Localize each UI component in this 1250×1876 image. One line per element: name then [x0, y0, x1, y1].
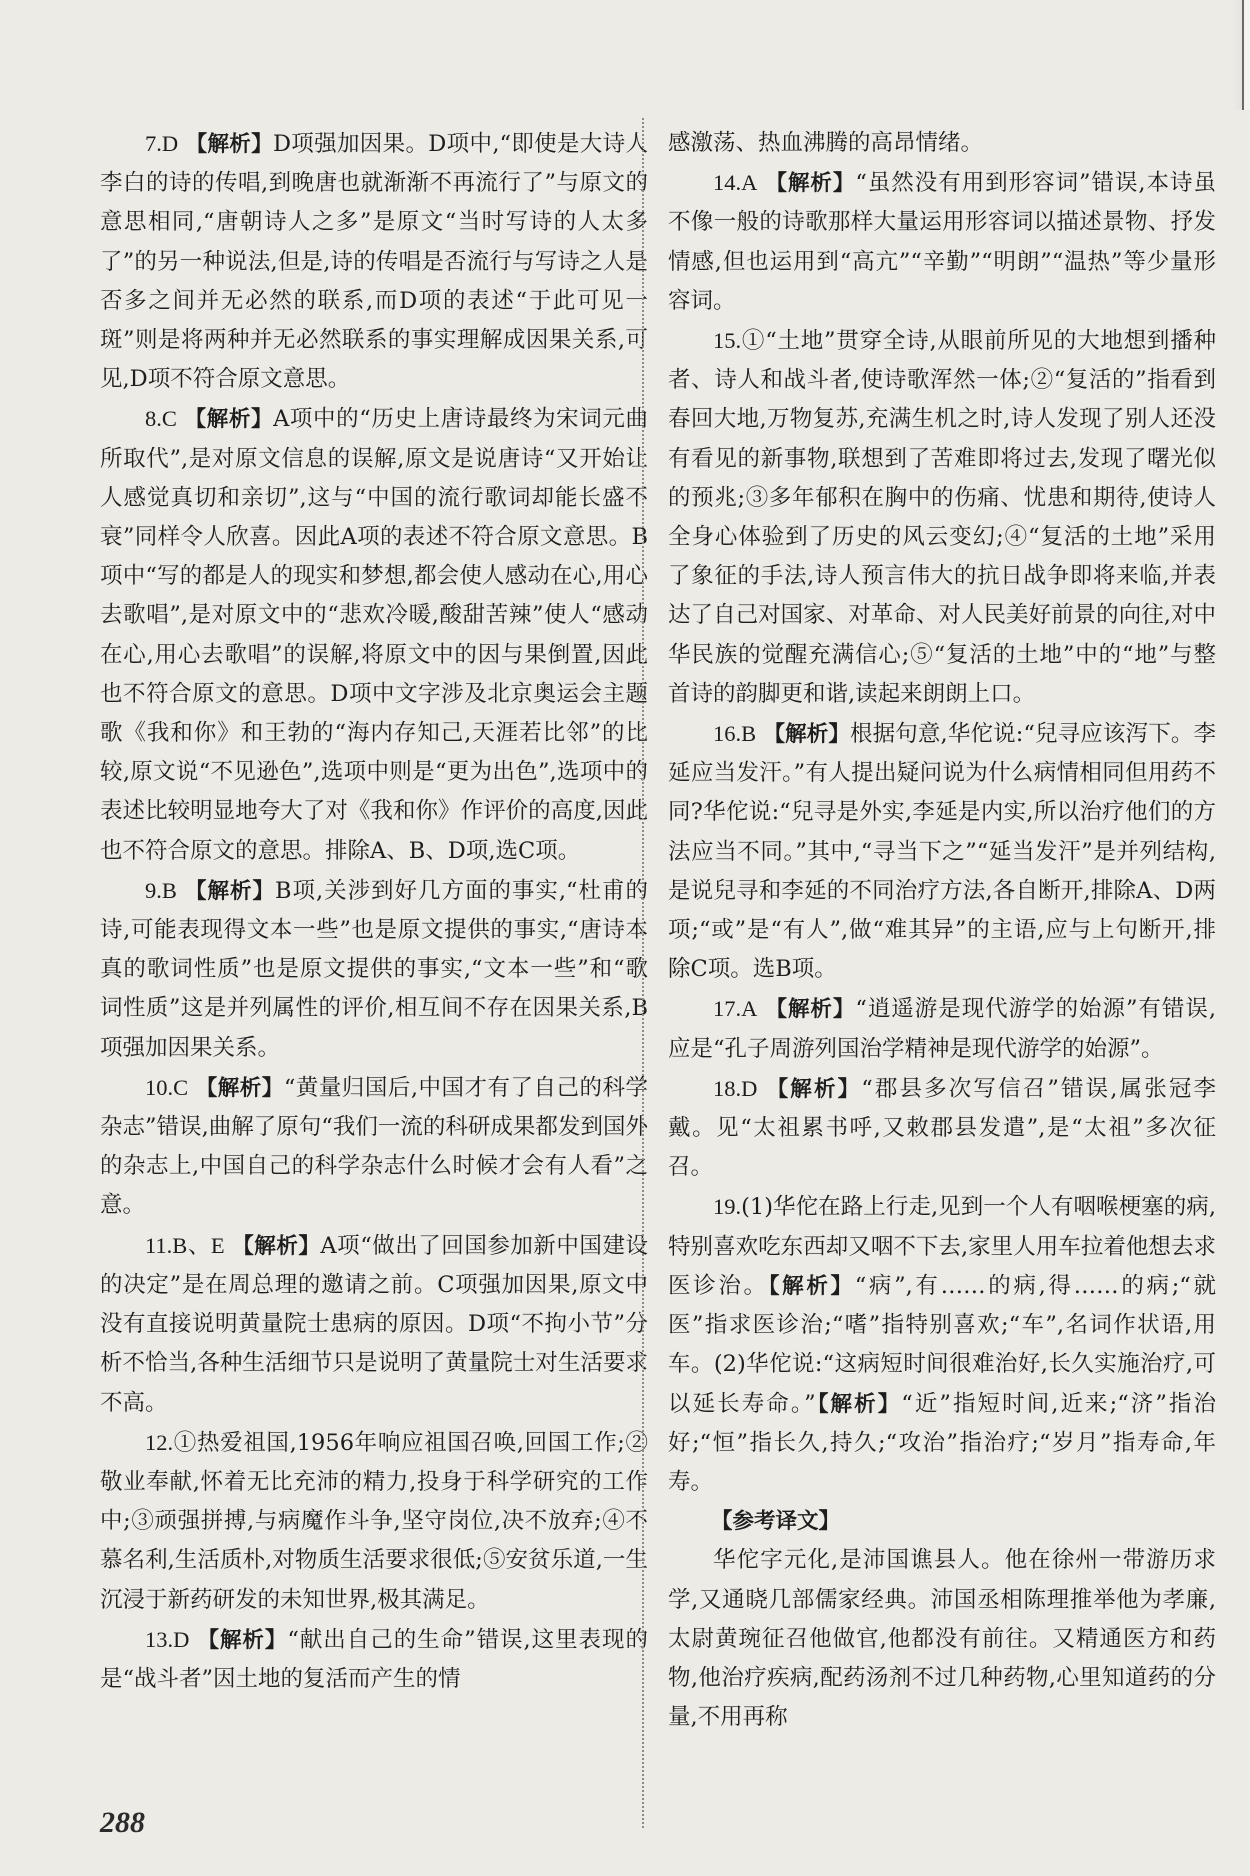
question-number: 8.C	[145, 406, 177, 432]
answer-text: A项中的“历史上唐诗最终为宋词元曲所取代”,是对原文信息的误解,原文是说唐诗“又开始让人感觉真切和亲切”,这与“中国的流行歌词却能长盛不衰”同样令人欣喜。因此A项的表述不符合原文意思。B项中“写的都是人的现实和梦想,都会使人感动在心,用心去歌唱”,是对原文中的“悲欢冷暖,酸甜苦辣”使人“感动在心,用心去歌唱”的误解,将原文中的因与果倒置,因此也不符合原文的意思。D项中文字涉及北京奥运会主题歌《我和你》和王勃的“海内存知己,天涯若比邻”的比较,原文说“不见逊色”,选项中则是“更为出色”,选项中的表述比较明显地夸大了对《我和你》作评价的高度,因此也不符合原文的意思。排除A、B、D项,选C项。	[100, 406, 648, 864]
answer-text: “黄量归国后,中国才有了自己的科学杂志”错误,曲解了原句“我们一流的科研成果都发到国外的杂志上,中国自己的科学杂志什么时候才会有人看”之意。	[100, 1074, 648, 1219]
question-number: 14.A	[713, 170, 758, 196]
reference-translation-heading: 【参考译文】	[711, 1509, 841, 1535]
question-number: 9.B	[145, 877, 177, 903]
answer-12	[100, 1423, 648, 1620]
answer-part-2: (2)华佗说:“这病短时间很难治好,长久实施治疗,可以延长寿命。”	[668, 1351, 1216, 1417]
question-number: 12.	[145, 1429, 174, 1455]
analysis-tag: 【解析】	[232, 1233, 321, 1259]
analysis-text-2: “近”指短时间,近来;“济”指治好;“恒”指长久,持久;“攻治”指治疗;“岁月”指寿命,年寿。	[668, 1390, 1216, 1495]
answer-10	[100, 1068, 648, 1226]
answer-text: B项,关涉到好几方面的事实,“杜甫的诗,可能表现得文本一些”也是原文提供的事实,“唐诗本真的歌词性质”也是原文提供的事实,“文本一些”和“歌词性质”这是并列属性的评价,相互间不存在因果关系,B项强加因果关系。	[100, 877, 649, 1061]
answer-9	[100, 871, 648, 1068]
column-divider	[642, 118, 644, 1828]
answer-16	[668, 714, 1216, 989]
question-number: 11.B、E	[145, 1232, 225, 1258]
answer-18	[668, 1069, 1216, 1188]
question-number: 13.D	[145, 1626, 190, 1652]
left-column	[100, 124, 648, 1699]
analysis-tag: 【解析】	[197, 1627, 288, 1653]
question-number: 15.	[713, 328, 742, 354]
question-number: 18.D	[713, 1075, 758, 1101]
analysis-tag: 【解析】	[763, 722, 850, 748]
question-number: 16.B	[713, 721, 757, 747]
question-number: 10.C	[145, 1074, 189, 1100]
page-number: 288	[100, 1806, 145, 1839]
analysis-tag: 【解析】	[766, 1076, 862, 1102]
analysis-tag: 【解析】	[765, 171, 856, 197]
analysis-tag: 【解析】	[815, 1391, 902, 1417]
question-number: 19.	[713, 1194, 742, 1220]
answer-text: “郡县多次写信召”错误,属张冠李戴。见“太祖累书呼,又敕郡县发遣”,是“太祖”多次征召。	[668, 1075, 1216, 1181]
answer-13-continued: 感激荡、热血沸腾的高昂情绪。	[668, 130, 984, 156]
page-edge-shadow	[1232, 0, 1250, 110]
answer-text: “逍遥游是现代游学的始源”有错误,应是“孔子周游列国治学精神是现代游学的始源”。	[668, 996, 1216, 1062]
answer-text: ①热爱祖国,1956年响应祖国召唤,回国工作;②敬业奉献,怀着无比充沛的精力,投身于科学研究的工作中;③顽强拼搏,与病魔作斗争,坚守岗位,决不放弃;④不慕名利,生活质朴,对物质生活要求很低;⑤安贫乐道,一生沉浸于新药研发的未知世界,极其满足。	[100, 1429, 648, 1613]
answer-text: “虽然没有用到形容词”错误,本诗虽不像一般的诗歌那样大量运用形容词以描述景物、抒发情感,但也运用到“高亢”“辛勤”“明朗”“温热”等少量形容词。	[668, 170, 1216, 314]
question-number: 17.A	[713, 996, 758, 1022]
answer-15	[668, 321, 1216, 714]
answer-19	[668, 1187, 1216, 1502]
answer-text: A项“做出了回国参加新中国建设的决定”是在周总理的邀请之前。C项强加因果,原文中没有直接说明黄量院士患病的原因。D项“不拘小节”分析不恰当,各种生活细节只是说明了黄量院士对生活要求不高。	[100, 1232, 648, 1416]
answer-14	[668, 163, 1216, 321]
answer-17	[668, 989, 1216, 1068]
answer-part-1: (1)华佗在路上行走,见到一个人有咽喉梗塞的病,特别喜欢吃东西却又咽不下去,家里人用车拉着他想去求医诊治。	[668, 1194, 1216, 1299]
answer-11	[100, 1226, 648, 1423]
analysis-tag: 【解析】	[768, 1273, 855, 1299]
answer-text: “献出自己的生命”错误,这里表现的是“战斗者”因土地的复活而产生的情	[100, 1626, 648, 1692]
answer-7	[100, 124, 648, 399]
analysis-tag: 【解析】	[195, 1075, 284, 1101]
answer-text: ①“土地”贯穿全诗,从眼前所见的大地想到播种者、诗人和战斗者,使诗歌浑然一体;②“复活的”指看到春回大地,万物复苏,充满生机之时,诗人发现了别人还没有看见的新事物,联想到了苦难即将过去,发现了曙光似的预兆;③多年郁积在胸中的伤痛、忧患和期待,使诗人全身心体验到了历史的风云变幻;④“复活的土地”采用了象征的手法,诗人预言伟大的抗日战争即将来临,并表达了自己对国家、对革命、对人民美好前景的向往,对中华民族的觉醒充满信心;⑤“复活的土地”中的“地”与整首诗的韵脚更和谐,读起来朗朗上口。	[668, 328, 1216, 707]
answer-13	[100, 1620, 648, 1699]
analysis-tag: 【解析】	[765, 997, 856, 1023]
reference-translation-text: 华佗字元化,是沛国谯县人。他在徐州一带游历求学,又通晓几部儒家经典。沛国丞相陈理推举他为孝廉,太尉黄琬征召他做官,他都没有前往。又精通医方和药物,他治疗疾病,配药汤剂不过几种药物,心里知道药的分量,不用再称	[668, 1547, 1216, 1731]
answer-text: 根据句意,华佗说:“兒寻应该泻下。李延应当发汗。”有人提出疑问说为什么病情相同但用药不同?华佗说:“兒寻是外实,李延是内实,所以治疗他们的方法应当不同。”其中,“寻当下之”“延当发汗”是并列结构,是说兒寻和李延的不同治疗方法,各自断开,排除A、D两项;“或”是“有人”,做“难其异”的主语,应与上句断开,排除C项。选B项。	[668, 721, 1216, 983]
answer-text: D项强加因果。D项中,“即使是大诗人李白的诗的传唱,到晚唐也就渐渐不再流行了”与原文的意思相同,“唐朝诗人之多”是原文“当时写诗的人太多了”的另一种说法,但是,诗的传唱是否流行与写诗之人是否多之间并无必然的联系,而D项的表述“于此可见一斑”则是将两种并无必然联系的事实理解成因果关系,可见,D项不符合原文意思。	[100, 131, 648, 393]
analysis-tag: 【解析】	[184, 407, 274, 433]
right-column	[668, 124, 1216, 1737]
question-number: 7.D	[145, 131, 179, 156]
analysis-text-1: “病”,有……的病,得……的病;“就医”指求医诊治;“嗜”指特别喜欢;“车”,名词作状语,用车。	[668, 1272, 1216, 1378]
answer-8	[100, 399, 648, 870]
analysis-tag: 【解析】	[185, 132, 273, 157]
analysis-tag: 【解析】	[185, 878, 275, 904]
